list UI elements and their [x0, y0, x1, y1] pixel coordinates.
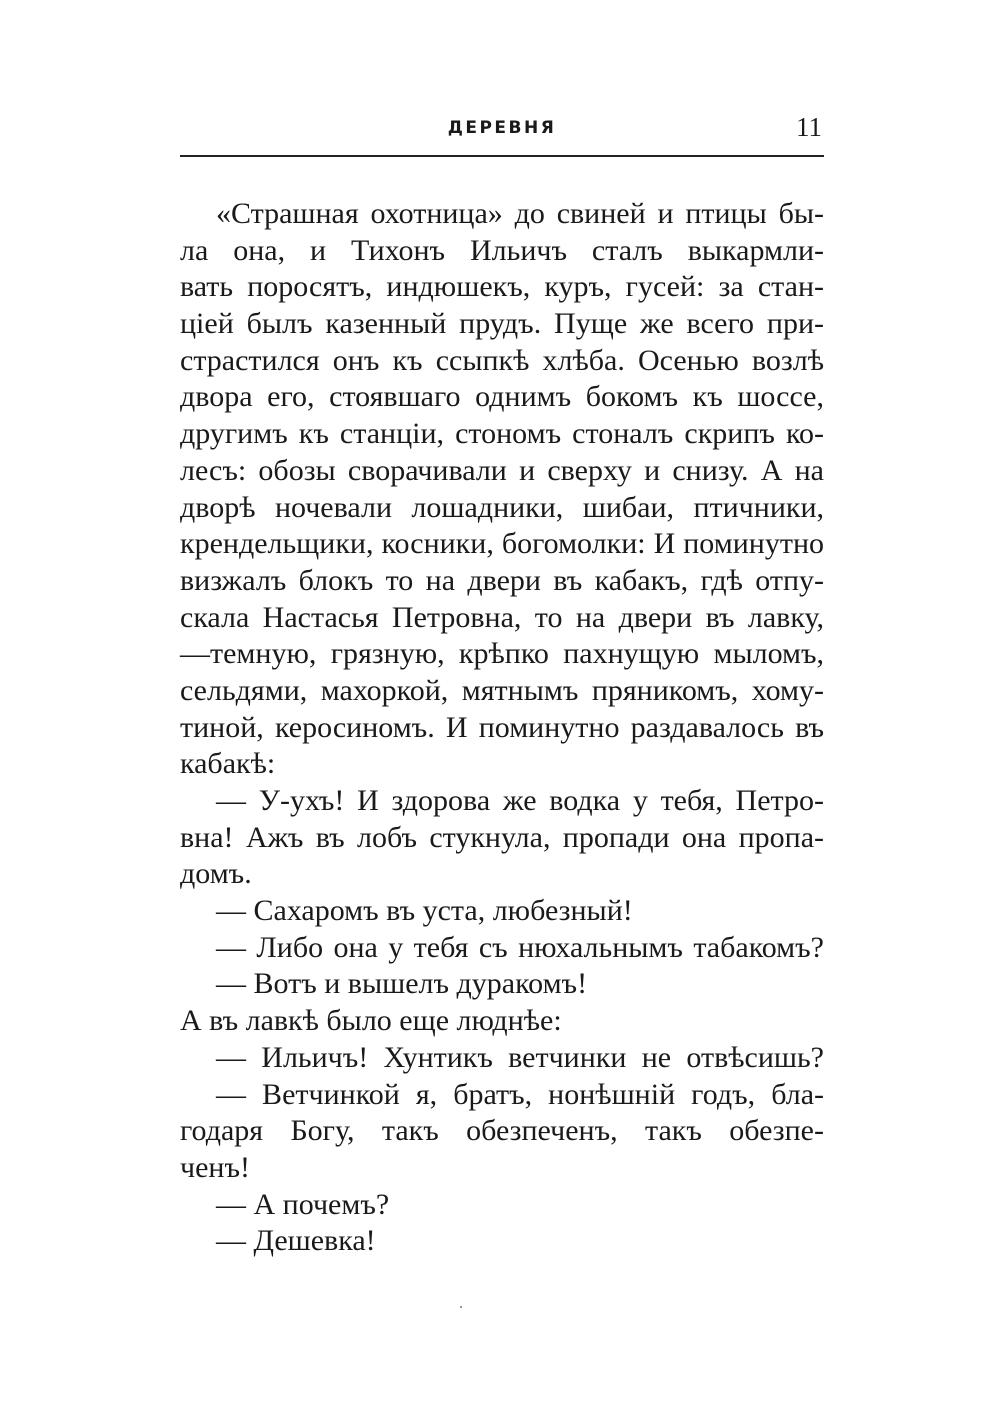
- text-line: сельдями, махоркой, мятнымъ пряникомъ, хому-: [180, 673, 824, 707]
- text-line: дворѣ ночевали лошадники, шибаи, птичники,: [180, 490, 824, 524]
- text-line: — Ветчинкой я, братъ, нонѣшнiй годъ, бла-: [216, 1077, 824, 1111]
- text-line: цiей былъ казенный прудъ. Пуще же всего при-: [180, 307, 824, 341]
- text-line: ченъ!: [180, 1150, 250, 1184]
- page-number: 11: [796, 112, 822, 142]
- text-line: двора его, стоявшаго однимъ бокомъ къ шоссе,: [180, 380, 824, 414]
- text-line: визжалъ блокъ то на двери въ кабакъ, гдѣ отпу-: [180, 563, 824, 597]
- text-line: страстился онъ къ ссыпкѣ хлѣба. Осенью возлѣ: [180, 343, 824, 377]
- text-line: — У-ухъ! И здорова же водка у тебя, Петро-: [216, 784, 824, 817]
- text-line: тиной, керосиномъ. И поминутно раздавалось въ: [180, 710, 824, 744]
- text-line: вать поросятъ, индюшекъ, куръ, гусей: за стан-: [180, 270, 824, 304]
- text-line: другимъ къ станцiи, стономъ стоналъ скрипъ ко-: [180, 417, 824, 451]
- header-rule: [180, 155, 824, 157]
- text-line: — Сахаромъ въ уста, любезный!: [216, 894, 633, 928]
- text-line: вна! Ажъ въ лобъ стукнула, пропади она пропа-: [180, 820, 824, 854]
- body-text: [180, 196, 824, 1260]
- text-line: крендельщики, косники, богомолки: И поминутно: [180, 527, 824, 561]
- running-title: ДЕРЕВНЯ: [447, 118, 557, 138]
- text-line: — Либо она у тебя съ нюхальнымъ табакомъ?: [216, 930, 824, 964]
- text-line: скала Настасья Петровна, то на двери въ лавку,: [180, 600, 824, 634]
- text-line: ла она, и Тихонъ Ильичъ сталъ выкармли-: [180, 233, 824, 267]
- text-line: годаря Богу, такъ обезпеченъ, такъ обезпе-: [180, 1114, 824, 1148]
- text-line: — Ильичъ! Хунтикъ ветчинки не отвѣсишь?: [216, 1040, 824, 1074]
- paper-speck: [460, 1306, 462, 1308]
- text-line: «Страшная охотница» до свиней и птицы бы-: [216, 197, 824, 230]
- text-line: —темную, грязную, крѣпко пахнущую мыломъ,: [180, 637, 824, 671]
- text-line: домъ.: [180, 857, 252, 891]
- text-line: — Вотъ и вышелъ дуракомъ!: [216, 967, 588, 1001]
- text-line: кабакѣ:: [180, 747, 276, 781]
- text-line: — Дешевка!: [216, 1224, 376, 1258]
- text-line: — А почемъ?: [216, 1187, 390, 1221]
- text-line: лесъ: обозы сворачивали и сверху и снизу. А на: [180, 453, 824, 487]
- text-line: А въ лавкѣ было еще люднѣе:: [180, 1004, 562, 1038]
- running-head: [182, 112, 822, 152]
